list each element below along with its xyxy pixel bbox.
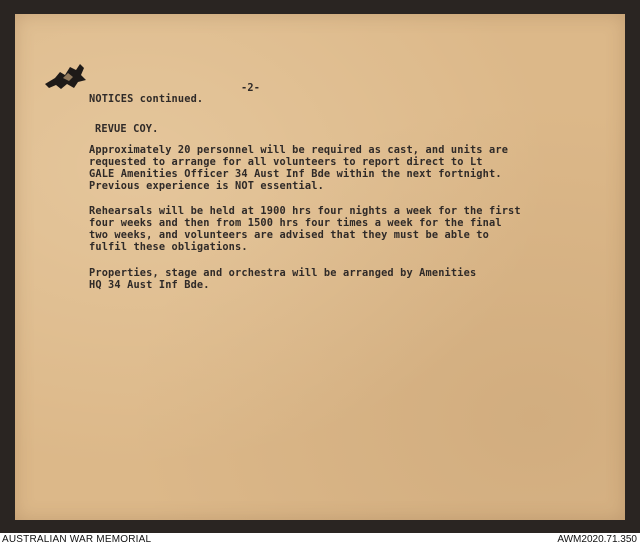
paragraph-rehearsals: Rehearsals will be held at 1900 hrs four nights a week for the first four weeks and then from 1500 hrs four times a week for the final two weeks, and volunteers are advised that they must be able to fulfil these obligations. bbox=[89, 205, 521, 253]
institution-label: AUSTRALIAN WAR MEMORIAL bbox=[2, 534, 152, 545]
notices-heading: NOTICES continued. bbox=[89, 93, 204, 105]
revue-coy-subheading: REVUE COY. bbox=[95, 123, 159, 135]
paragraph-properties: Properties, stage and orchestra will be arranged by Amenities HQ 34 Aust Inf Bde. bbox=[89, 267, 477, 291]
page-number: -2- bbox=[241, 82, 261, 94]
paragraph-personnel: Approximately 20 personnel will be required as cast, and units are requested to arrange for all volunteers to report direct to Lt GALE Amenities Officer 34 Aust Inf Bde within the next fortnight. Previous experience is NOT essential. bbox=[89, 144, 509, 192]
accession-number: AWM2020.71.350 bbox=[557, 534, 637, 545]
punched-hole-mark bbox=[43, 58, 89, 92]
caption-bar bbox=[0, 533, 640, 548]
